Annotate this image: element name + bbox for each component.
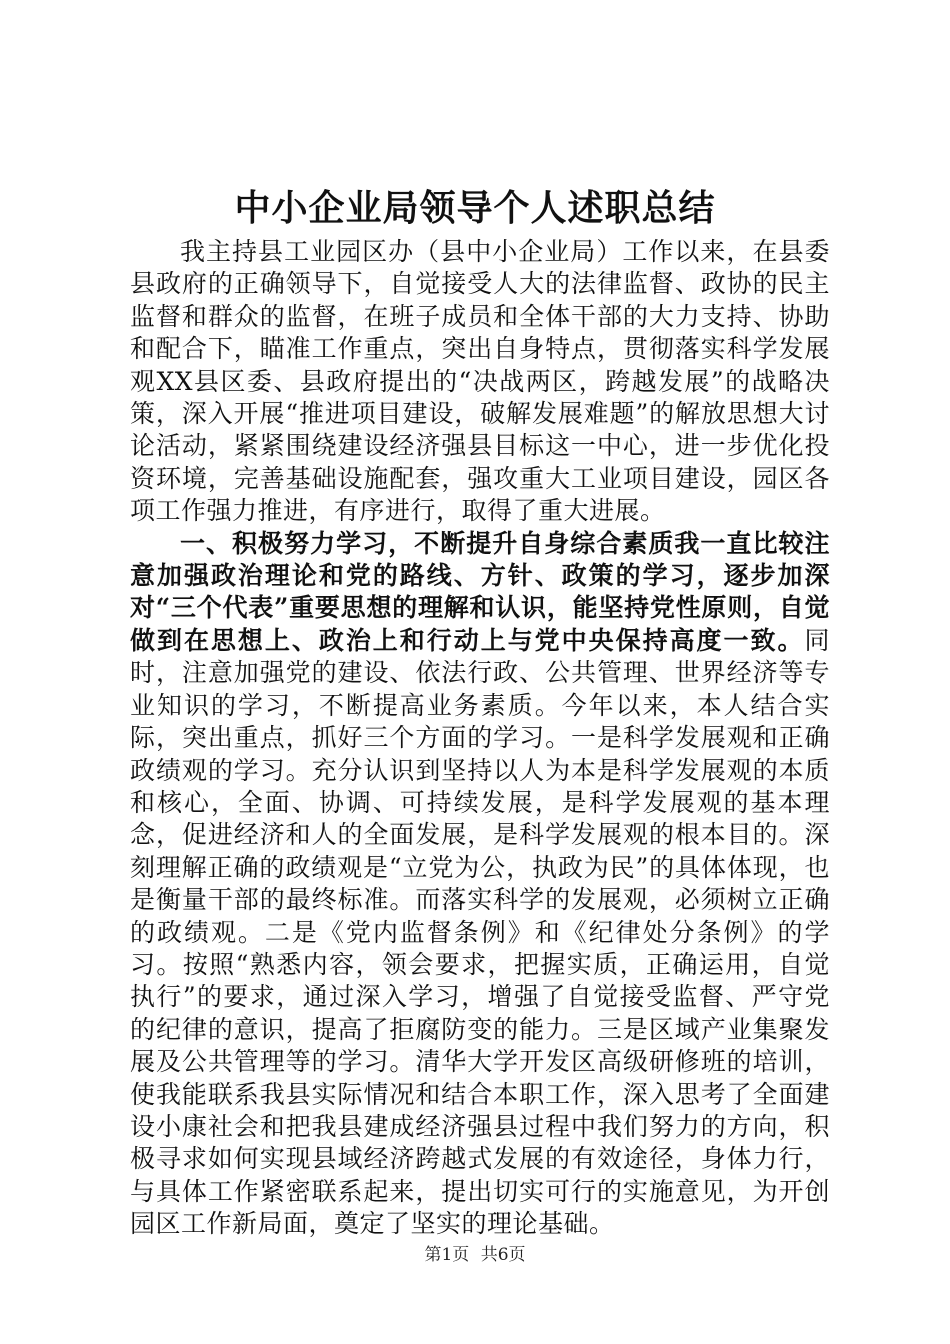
page-total: 共6页 [480,1245,526,1265]
section-1-body: 同时，注意加强党的建设、依法行政、公共管理、世界经济等专业知识的学习，不断提高业务素质。今年以来，本人结合实际，突出重点，抓好三个方面的学习。一是科学发展观和正确政绩观的学习。充分认识到坚持以人为本是科学发展观的本质和核心，全面、协调、可持续发展，是科学发展观的基本理念，促进经济和人的全面发展，是科学发展观的根本目的。深刻理解正确的政绩观是“立党为公，执政为民”的具体体现，也是衡量干部的最终标准。而落实科学的发展观，必须树立正确的政绩观。二是《党内监督条例》和《纪律处分条例》的学习。按照“熟悉内容，领会要求，把握实质，正确运用，自觉执行”的要求，通过深入学习，增强了自觉接受监督、严守党的纪律的意识，提高了拒腐防变的能力。三是区域产业集聚发展及公共管理等的学习。清华大学开发区高级研修班的培训，使我能联系我县实际情况和结合本职工作，深入思考了全面建设小康社会和把我县建成经济强县过程中我们努力的方向，积极寻求如何实现县域经济跨越式发展的有效途径，身体力行，与具体工作紧密联系起来，提出切实可行的实施意见，为开创园区工作新局面，奠定了坚实的理论基础。 [130,625,830,1239]
paragraph-section-1 [130,528,830,1241]
page-footer [0,1243,950,1267]
page-number: 第1页 [424,1245,470,1265]
document-body [130,236,830,1241]
section-1-heading: 一、积极努力学习，不断提升自身综合素质我一直比较注意加强政治理论和党的路线、方针、政策的学习，逐步加深对“三个代表”重要思想的理解和认识，能坚持党性原则，自觉做到在思想上、政治上和行动上与党中央保持高度一致。 [130,528,830,655]
document-title: 中小企业局领导个人述职总结 [234,187,716,229]
paragraph-intro: 我主持县工业园区办（县中小企业局）工作以来，在县委县政府的正确领导下，自觉接受人大的法律监督、政协的民主监督和群众的监督，在班子成员和全体干部的大力支持、协助和配合下，瞄准工作重点，突出自身特点，贯彻落实科学发展观XX县区委、县政府提出的“决战两区，跨越发展”的战略决策，深入开展“推进项目建设，破解发展难题”的解放思想大讨论活动，紧紧围绕建设经济强县目标这一中心，进一步优化投资环境，完善基础设施配套，强攻重大工业项目建设，园区各项工作强力推进，有序进行，取得了重大进展。 [130,237,830,526]
